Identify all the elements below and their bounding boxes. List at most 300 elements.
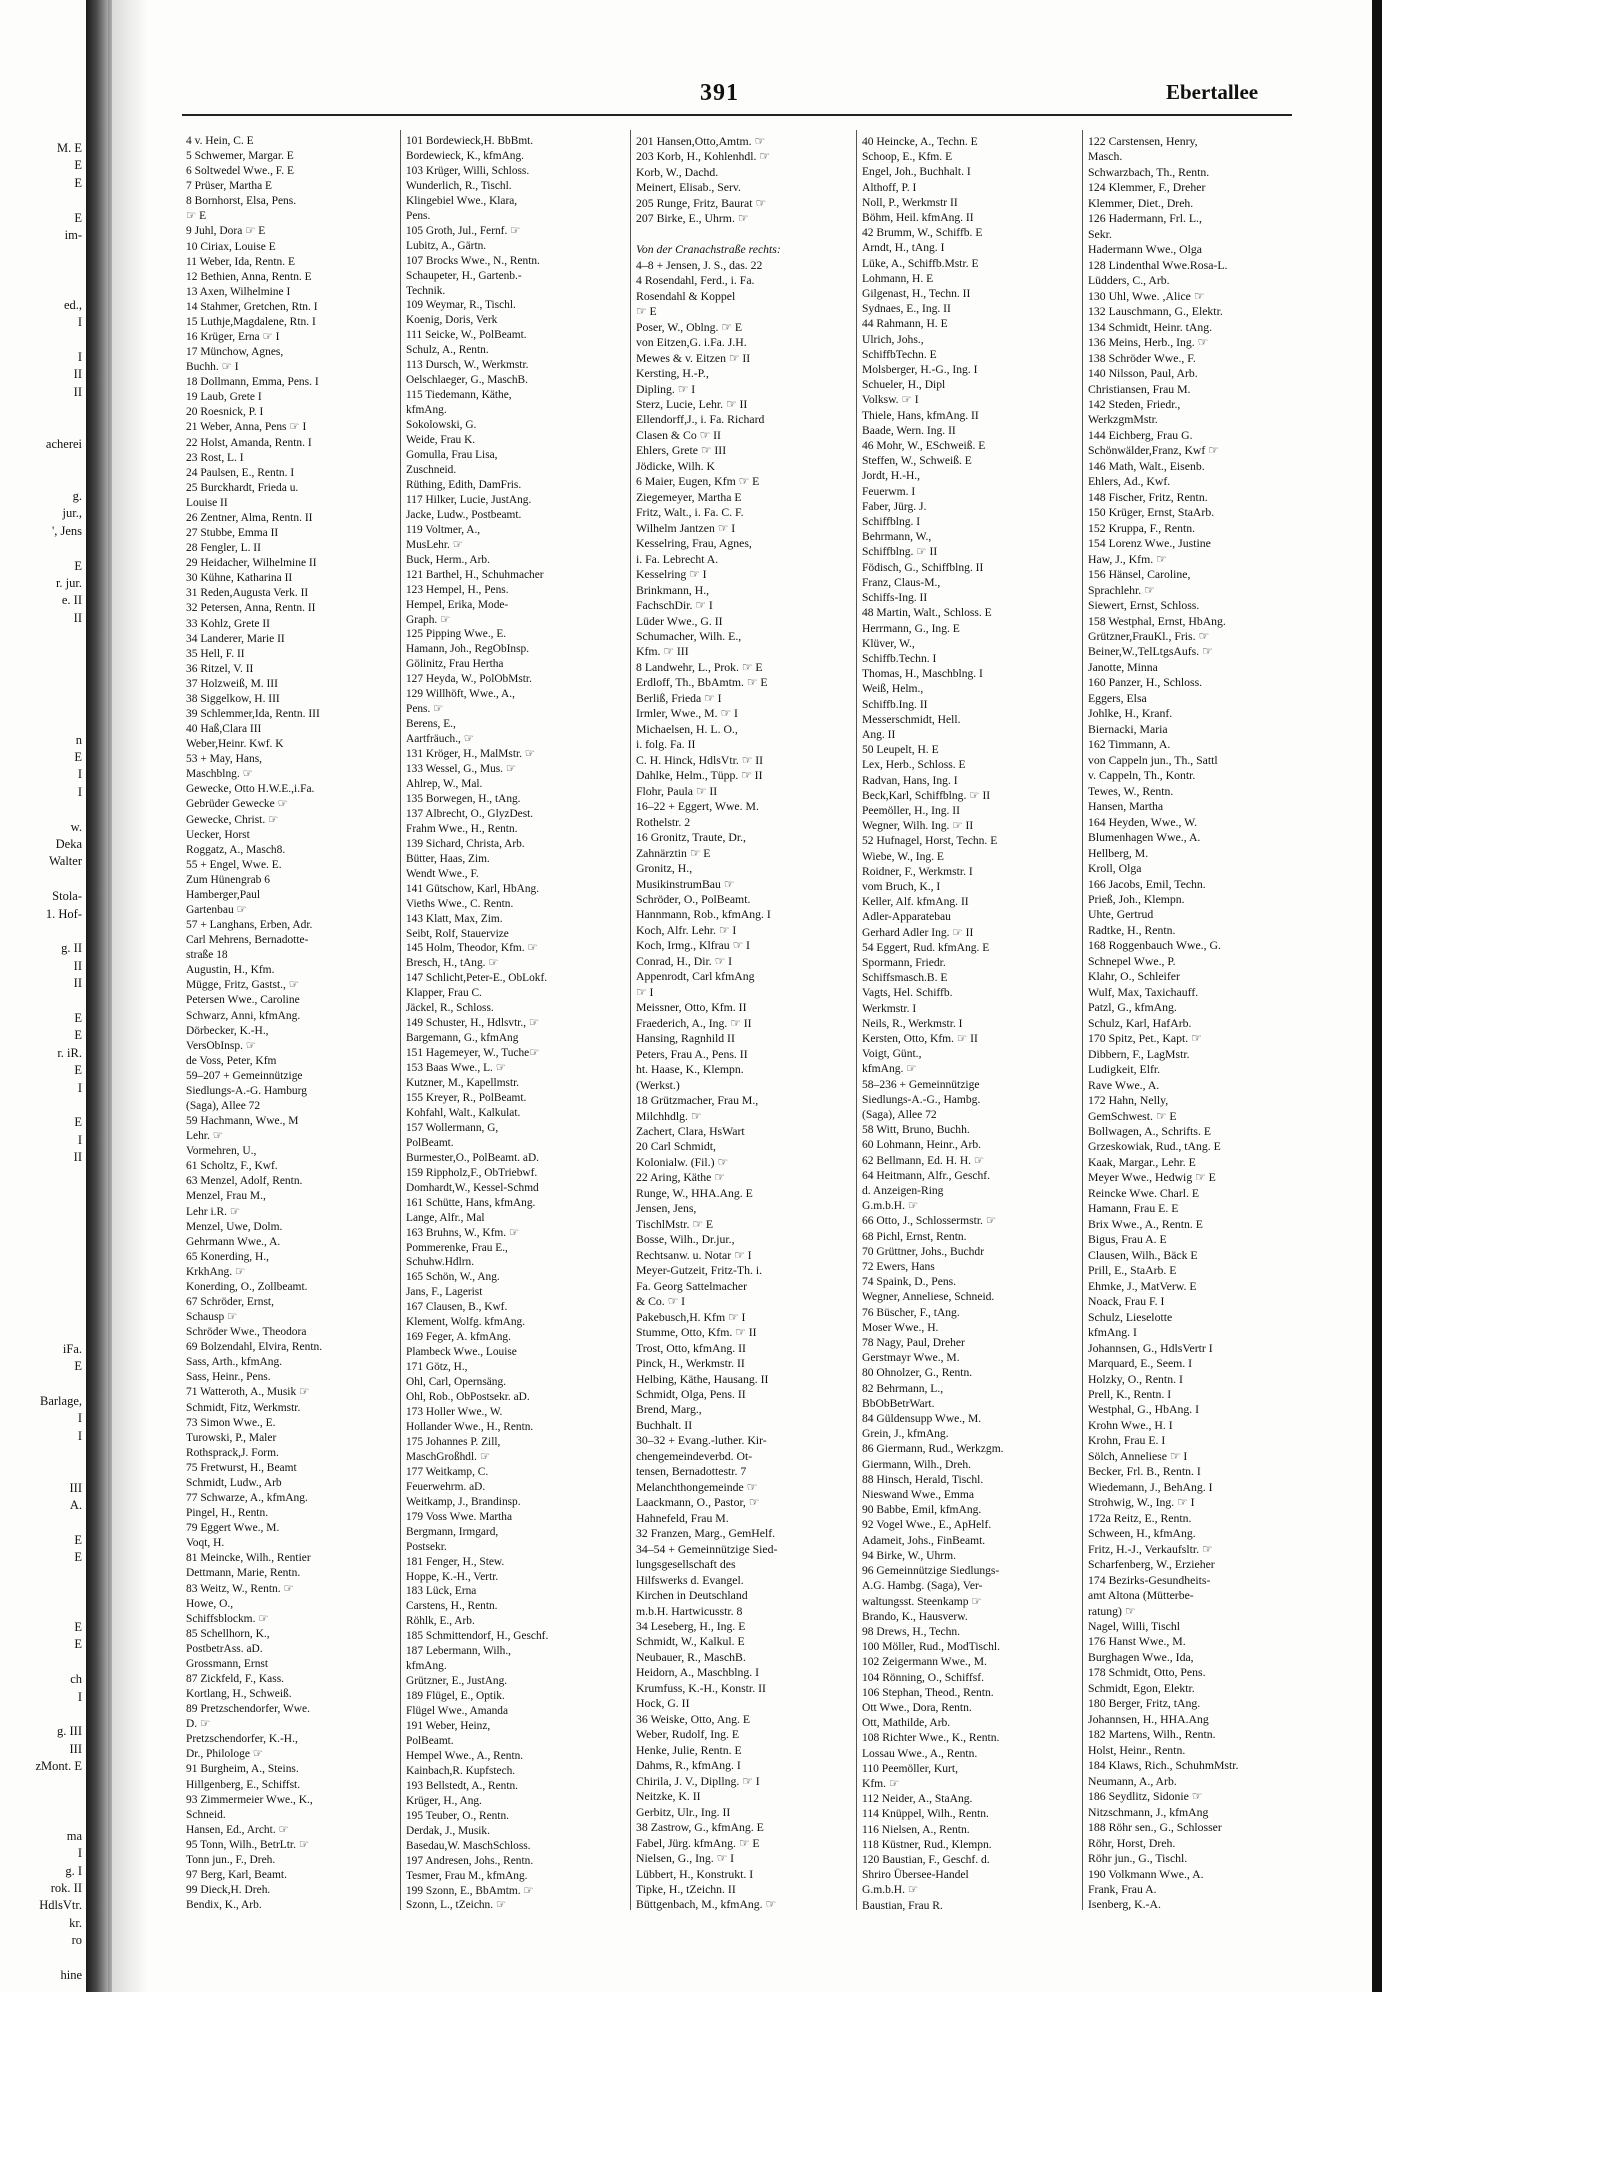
- directory-entry-line: Basedau,W. MaschSchloss.: [406, 1839, 531, 1852]
- directory-entry-line: 112 Neider, A., StaAng.: [862, 1792, 973, 1806]
- directory-entry-line: Krumfuss, K.-H., Konstr. II: [636, 1681, 766, 1695]
- directory-entry-line: 108 Richter Wwe., K., Rentn.: [862, 1731, 1000, 1745]
- directory-entry-line: Radtke, H., Rentn.: [1088, 923, 1176, 937]
- directory-entry-line: chengemeindeverbd. Ot-: [636, 1449, 753, 1463]
- directory-entry-line: kfmAng. I: [1088, 1326, 1137, 1340]
- previous-page-fragment: ', Jens: [51, 523, 82, 538]
- directory-entry-line: Adameit, Johs., FinBeamt.: [862, 1533, 986, 1547]
- directory-entry-line: 118 Küstner, Rud., Klempn.: [862, 1837, 992, 1851]
- directory-entry-line: Holzky, O., Rentn. I: [1088, 1372, 1183, 1386]
- directory-entry-line: 57 + Langhans, Erben, Adr.: [186, 919, 313, 932]
- directory-entry-line: 59–207 + Gemeinnützige: [186, 1069, 303, 1082]
- directory-entry-line: Kersting, H.-P.,: [636, 367, 709, 381]
- previous-page-fragment: I: [77, 1428, 82, 1443]
- directory-entry-line: 94 Birke, W., Uhrm.: [862, 1548, 956, 1562]
- directory-entry-line: Patzl, G., kfmAng.: [1088, 1001, 1177, 1015]
- directory-entry-line: straße 18: [186, 949, 228, 962]
- directory-entry-line: Koch, Alfr. Lehr. ☞ I: [636, 923, 737, 937]
- directory-entry-line: Schiffblng. I: [862, 515, 921, 529]
- directory-entry-line: 54 Eggert, Rud. kfmAng. E: [862, 940, 990, 954]
- directory-entry-line: Fritz, Walt., i. Fa. C. F.: [636, 506, 744, 520]
- previous-page-fragment: E: [74, 210, 82, 225]
- previous-page-fragment: I: [77, 767, 82, 782]
- directory-entry-line: 106 Stephan, Theod., Rentn.: [862, 1685, 994, 1699]
- previous-page-edge: [0, 140, 84, 1982]
- directory-entry-line: i. Fa. Lebrecht A.: [636, 552, 719, 566]
- directory-entry-line: 197 Andresen, Johs., Rentn.: [406, 1854, 534, 1867]
- directory-entry-line: Wiebe, W., Ing. E: [862, 849, 944, 863]
- previous-page-fragment: III: [69, 1480, 82, 1495]
- directory-entry-line: Kfm. ☞: [862, 1776, 900, 1790]
- header-rule: [182, 114, 1292, 116]
- directory-entry-line: 116 Nielsen, A., Rentn.: [862, 1822, 970, 1836]
- directory-entry-line: Dörbecker, K.-H.,: [186, 1024, 269, 1037]
- directory-entry-line: Prell, K., Rentn. I: [1088, 1387, 1172, 1401]
- directory-entry-line: Runge, W., HHA.Ang. E: [636, 1186, 753, 1200]
- directory-entry-line: Blumenhagen Wwe., A.: [1088, 831, 1201, 845]
- directory-entry-line: Holst, Heinr., Rentn.: [1088, 1743, 1186, 1757]
- previous-page-fragment: II: [73, 384, 82, 399]
- directory-entry-line: 65 Konerding, H.,: [186, 1250, 270, 1263]
- directory-entry-line: Tesmer, Frau M., kfmAng.: [406, 1869, 528, 1882]
- directory-entry-line: 139 Sichard, Christa, Arb.: [406, 837, 525, 850]
- directory-entry-line: TischlMstr. ☞ E: [636, 1217, 714, 1231]
- directory-entry-line: Johannsen, H., HHA.Ang: [1088, 1712, 1209, 1726]
- directory-entry-line: Johlke, H., Kranf.: [1088, 707, 1173, 721]
- directory-entry-line: 21 Weber, Anna, Pens ☞ I: [186, 421, 307, 434]
- previous-page-fragment: II: [73, 976, 82, 991]
- directory-entry-line: Bordewieck, K., kfmAng.: [406, 149, 524, 162]
- previous-page-fragment: E: [74, 1063, 82, 1078]
- previous-page-fragment: ma: [66, 1828, 82, 1843]
- directory-entry-line: Ohl, Rob., ObPostsekr. aD.: [406, 1391, 530, 1404]
- directory-entry-line: Meinert, Elisab., Serv.: [636, 181, 741, 195]
- previous-page-fragment: w.: [70, 819, 82, 834]
- directory-entry-line: 17 Münchow, Agnes,: [186, 346, 284, 359]
- directory-entry-line: Radvan, Hans, Ing. I: [862, 773, 958, 787]
- directory-entry-line: Ott Wwe., Dora, Rentn.: [862, 1700, 972, 1714]
- directory-entry-line: Dettmann, Marie, Rentn.: [186, 1567, 301, 1580]
- directory-entry-line: [636, 227, 854, 242]
- directory-entry-line: Schiffs-Ing. II: [862, 591, 928, 605]
- directory-entry-line: 20 Carl Schmidt,: [636, 1140, 716, 1154]
- directory-entry-line: 24 Paulsen, E., Rentn. I: [186, 466, 295, 479]
- directory-entry-line: Augustin, H., Kfm.: [186, 964, 275, 977]
- directory-entry-line: 137 Albrecht, O., GlyzDest.: [406, 807, 534, 820]
- directory-entry-line: 84 Güldensupp Wwe., M.: [862, 1412, 982, 1426]
- directory-entry-line: Lehr i.R. ☞: [186, 1205, 241, 1218]
- directory-entry-line: Faber, Jürg. J.: [862, 499, 927, 513]
- directory-entry-line: Pingel, H., Rentn.: [186, 1507, 269, 1520]
- directory-entry-line: 152 Kruppa, F., Rentn.: [1088, 521, 1196, 535]
- previous-page-fragment: jur.,: [62, 506, 82, 521]
- directory-entry-line: 186 Seydlitz, Sidonie ☞: [1088, 1790, 1203, 1804]
- directory-entry-line: 4–8 + Jensen, J. S., das. 22: [636, 258, 763, 272]
- directory-entry-line: Zum Hünengrab 6: [186, 873, 270, 886]
- directory-entry-line: 183 Lück, Erna: [406, 1585, 477, 1598]
- directory-entry-line: Lohmann, H. E: [862, 271, 934, 285]
- directory-entry-line: 182 Martens, Wilh., Rentn.: [1088, 1728, 1216, 1742]
- previous-page-fragment: II: [73, 367, 82, 382]
- directory-entry-line: 172a Reitz, E., Rentn.: [1088, 1511, 1192, 1525]
- directory-entry-line: waltungsst. Steenkamp ☞: [862, 1594, 982, 1608]
- directory-entry-line: Vormehren, U.,: [186, 1145, 257, 1158]
- directory-entry-line: 68 Pichl, Ernst, Rentn.: [862, 1229, 967, 1243]
- directory-entry-line: 172 Hahn, Nelly,: [1088, 1094, 1169, 1108]
- directory-entry-line: Sass, Heinr., Pens.: [186, 1371, 271, 1384]
- previous-page-fragment: I: [77, 1132, 82, 1147]
- directory-entry-line: Domhardt,W., Kessel-Schmd: [406, 1181, 539, 1194]
- previous-page-fragment: A.: [69, 1498, 82, 1513]
- directory-entry-line: 81 Meincke, Wilh., Rentier: [186, 1552, 311, 1565]
- directory-entry-line: Klapper, Frau C.: [406, 987, 482, 1000]
- directory-entry-line: 92 Vogel Wwe., E., ApHelf.: [862, 1518, 992, 1532]
- directory-entry-line: 50 Leupelt, H. E: [862, 743, 939, 757]
- directory-entry-line: Sass, Arth., kfmAng.: [186, 1356, 283, 1369]
- directory-entry-line: 98 Drews, H., Techn.: [862, 1624, 961, 1638]
- previous-page-fragment: E: [74, 158, 82, 173]
- directory-entry-line: 205 Runge, Fritz, Baurat ☞: [636, 196, 766, 210]
- directory-entry-line: Louise II: [186, 496, 228, 509]
- directory-entry-line: Flohr, Paula ☞ II: [636, 784, 718, 798]
- previous-page-fragment: I: [77, 1846, 82, 1861]
- directory-entry-line: 70 Grüttner, Johs., Buchdr: [862, 1244, 985, 1258]
- directory-entry-line: 143 Klatt, Max, Zim.: [406, 912, 503, 925]
- directory-entry-line: 162 Timmann, A.: [1088, 738, 1171, 752]
- column-divider: [630, 130, 631, 1910]
- directory-entry-line: Lüke, A., Schiffb.Mstr. E: [862, 256, 979, 270]
- directory-entry-line: Steffen, W., Schweiß. E: [862, 454, 972, 468]
- previous-page-fragment: g. II: [61, 941, 82, 956]
- directory-entry-line: Siedlungs-A.-G., Hambg.: [862, 1092, 981, 1106]
- directory-entry-line: C. H. Hinck, HdlsVtr. ☞ II: [636, 753, 764, 767]
- directory-entry-line: Ziegemeyer, Martha E: [636, 490, 742, 504]
- directory-entry-line: Sokolowski, G.: [406, 419, 477, 432]
- directory-entry-line: 120 Baustian, F., Geschf. d.: [862, 1852, 990, 1866]
- directory-entry-line: 89 Pretzschendorfer, Wwe.: [186, 1703, 310, 1716]
- directory-entry-line: 69 Bolzendahl, Elvira, Rentn.: [186, 1341, 323, 1354]
- directory-entry-line: ratung) ☞: [1088, 1604, 1136, 1618]
- directory-entry-line: 48 Martin, Walt., Schloss. E: [862, 606, 992, 620]
- directory-entry-line: 52 Hufnagel, Horst, Techn. E: [862, 834, 998, 848]
- directory-entry-line: 66 Otto, J., Schlossermstr. ☞: [862, 1214, 997, 1228]
- directory-entry-line: 20 Roesnick, P. I: [186, 406, 264, 419]
- directory-entry-line: Milchhdlg. ☞: [636, 1109, 702, 1123]
- directory-entry-line: 168 Roggenbauch Wwe., G.: [1088, 939, 1221, 953]
- directory-entry-line: 149 Schuster, H., Hdlsvtr., ☞: [406, 1017, 540, 1030]
- previous-page-fragment: iFa.: [62, 1341, 82, 1356]
- directory-entry-line: 63 Menzel, Adolf, Rentn.: [186, 1175, 303, 1188]
- previous-page-fragment: r. iR.: [57, 1045, 82, 1060]
- directory-entry-line: 199 Szonn, E., BbAmtm. ☞: [406, 1884, 534, 1897]
- previous-page-fragment: E: [74, 1115, 82, 1130]
- directory-entry-line: Janotte, Minna: [1088, 660, 1158, 674]
- directory-entry-line: Kaak, Margar., Lehr. E: [1088, 1155, 1196, 1169]
- directory-entry-line: 82 Behrmann, L.,: [862, 1381, 944, 1395]
- directory-entry-line: 175 Johannes P. Zill,: [406, 1435, 501, 1448]
- previous-page-fragment: 1. Hof-: [45, 906, 82, 921]
- directory-entry-line: kfmAng.: [406, 404, 447, 417]
- directory-entry-line: Meyer Wwe., Hedwig ☞ E: [1088, 1171, 1216, 1185]
- directory-entry-line: Nieswand Wwe., Emma: [862, 1488, 975, 1502]
- directory-entry-line: Kesselring ☞ I: [636, 568, 707, 582]
- directory-entry-line: Berliß, Frieda ☞ I: [636, 691, 722, 705]
- directory-entry-line: 34 Landerer, Marie II: [186, 632, 285, 645]
- directory-entry-line: Nagel, Willi, Tischl: [1088, 1620, 1181, 1633]
- gutter-shadow: [108, 0, 148, 1992]
- previous-page-fragment: E: [74, 1620, 82, 1634]
- directory-entry-line: Johannsen, G., HdlsVertr I: [1088, 1341, 1213, 1355]
- directory-entry-line: 178 Schmidt, Otto, Pens.: [1088, 1666, 1206, 1680]
- directory-entry-line: Lüdders, C., Arb.: [1088, 274, 1170, 288]
- directory-entry-line: Weiß, Helm.,: [862, 682, 924, 696]
- directory-entry-line: 9 Juhl, Dora ☞ E: [186, 225, 266, 238]
- directory-entry-line: Schmidt, W., Kalkul. E: [636, 1635, 745, 1649]
- directory-entry-line: 171 Götz, H.,: [406, 1361, 468, 1374]
- previous-page-fragment: Deka: [55, 837, 82, 851]
- directory-entry-line: Schulz, Lieselotte: [1088, 1310, 1173, 1324]
- directory-entry-line: Spormann, Friedr.: [862, 955, 946, 969]
- directory-entry-line: Werkmstr. I: [862, 1001, 917, 1015]
- column-divider: [400, 130, 401, 1910]
- directory-entry-line: MaschGroßhdl. ☞: [406, 1450, 491, 1463]
- directory-entry-line: 177 Weitkamp, C.: [406, 1465, 489, 1478]
- directory-entry-line: Lex, Herb., Schloss. E: [862, 758, 966, 772]
- directory-entry-line: Röhr, Horst, Dreh.: [1088, 1836, 1176, 1850]
- directory-entry-line: kfmAng. ☞: [862, 1062, 917, 1076]
- directory-entry-line: Födisch, G., Schiffblng. II: [862, 560, 984, 574]
- previous-page-fragment: kr.: [69, 1915, 82, 1930]
- directory-entry-line: Hadermann Wwe., Olga: [1088, 243, 1202, 257]
- directory-entry-line: Kutzner, M., Kapellmstr.: [406, 1077, 520, 1090]
- directory-entry-line: PolBeamt.: [406, 1734, 454, 1747]
- directory-entry-line: Uecker, Horst: [186, 828, 250, 841]
- directory-entry-line: 77 Schwarze, A., kfmAng.: [186, 1492, 308, 1505]
- directory-entry-line: Lubitz, A., Gärtn.: [406, 239, 487, 252]
- directory-entry-line: PolBeamt.: [406, 1136, 454, 1149]
- directory-entry-line: Behrmann, W.,: [862, 530, 932, 544]
- directory-entry-line: Zuschneid.: [406, 463, 457, 476]
- directory-entry-line: Jans, F., Lagerist: [406, 1286, 483, 1299]
- directory-entry-line: Clausen, Wilh., Bäck E: [1088, 1248, 1198, 1262]
- directory-entry-line: Hempel, Erika, Mode-: [406, 598, 509, 611]
- directory-entry-line: Schausp ☞: [186, 1311, 238, 1324]
- previous-page-fragment: E: [74, 1637, 82, 1652]
- directory-entry-line: 40 Haß,Clara III: [186, 723, 262, 736]
- directory-entry-line: Neubauer, R., MaschB.: [636, 1650, 746, 1664]
- directory-entry-line: Schween, H., kfmAng.: [1088, 1527, 1196, 1541]
- directory-entry-line: Gerbitz, Ulr., Ing. II: [636, 1805, 731, 1819]
- directory-entry-line: Ellendorff,J., i. Fa. Richard: [636, 413, 765, 427]
- previous-page-fragment: E: [74, 750, 82, 764]
- directory-entry-line: 40 Heincke, A., Techn. E: [862, 135, 978, 148]
- directory-entry-line: Bergmann, Irmgard,: [406, 1525, 499, 1538]
- directory-entry-line: 161 Schütte, Hans, kfmAng.: [406, 1196, 536, 1209]
- directory-entry-line: 180 Berger, Fritz, tAng.: [1088, 1697, 1201, 1711]
- directory-entry-line: 32 Franzen, Marg., GemHelf.: [636, 1527, 776, 1541]
- directory-entry-line: vom Bruch, K., I: [862, 879, 941, 893]
- directory-entry-line: Hamann, Joh., RegObInsp.: [406, 643, 530, 656]
- directory-entry-line: 22 Aring, Käthe ☞: [636, 1171, 725, 1185]
- directory-entry-line: 37 Holzweiß, M. III: [186, 677, 278, 690]
- directory-entry-line: 115 Tiedemann, Käthe,: [406, 389, 512, 402]
- directory-entry-line: Schumacher, Wilh. E.,: [636, 630, 742, 643]
- directory-entry-line: Schulz, Karl, HafArb.: [1088, 1016, 1192, 1030]
- directory-entry-line: 190 Volkmann Wwe., A.: [1088, 1867, 1204, 1881]
- directory-entry-line: 121 Barthel, H., Schuhmacher: [406, 568, 544, 581]
- directory-entry-line: Dahms, R., kfmAng. I: [636, 1759, 741, 1773]
- directory-entry-line: Strohwig, W., Ing. ☞ I: [1088, 1496, 1195, 1510]
- directory-entry-line: 4 v. Hein, C. E: [186, 135, 254, 147]
- directory-entry-line: Haw, J., Kfm. ☞: [1088, 552, 1167, 566]
- directory-entry-line: Schulz, A., Rentn.: [406, 344, 489, 357]
- directory-entry-line: 154 Lorenz Wwe., Justine: [1088, 537, 1211, 551]
- directory-entry-line: Bresch, H., tAng. ☞: [406, 957, 499, 970]
- directory-entry-line: Szonn, L., tZeichn. ☞: [406, 1899, 507, 1912]
- directory-entry-line: Grützner, E., JustAng.: [406, 1675, 508, 1688]
- directory-entry-line: Siedlungs-A.-G. Hamburg: [186, 1084, 307, 1097]
- directory-entry-line: ht. Haase, K., Klempn.: [636, 1063, 744, 1077]
- directory-entry-line: Wendt Wwe., F.: [406, 867, 479, 880]
- previous-page-fragment: n: [75, 732, 82, 747]
- directory-entry-line: BbObBetrWart.: [862, 1396, 935, 1410]
- directory-entry-line: Wilhelm Jantzen ☞ I: [636, 521, 736, 535]
- previous-page-fragment: E: [74, 1550, 82, 1565]
- directory-entry-line: Marquard, E., Seem. I: [1088, 1357, 1193, 1371]
- directory-entry-line: Krohn Wwe., H. I: [1088, 1418, 1173, 1432]
- directory-entry-line: 102 Zeigermann Wwe., M.: [862, 1655, 987, 1669]
- directory-entry-line: Weber,Heinr. Kwf. K: [186, 738, 284, 751]
- directory-entry-line: Schmidt, Egon, Elektr.: [1088, 1681, 1195, 1695]
- directory-entry-line: 201 Hansen,Otto,Amtm. ☞: [636, 135, 766, 148]
- directory-entry-line: 10 Ciriax, Louise E: [186, 240, 276, 253]
- directory-entry-line: 174 Bezirks-Gesundheits-: [1088, 1573, 1211, 1587]
- directory-entry-line: Röhr jun., G., Tischl.: [1088, 1852, 1188, 1866]
- directory-entry-line: Melanchthongemeinde ☞: [636, 1480, 758, 1494]
- directory-entry-line: 14 Stahmer, Gretchen, Rtn. I: [186, 300, 318, 313]
- directory-entry-line: Heidorn, A., Maschblng. I: [636, 1666, 760, 1680]
- directory-entry-line: Hock, G. II: [636, 1697, 690, 1711]
- directory-entry-line: Konerding, O., Zollbeamt.: [186, 1280, 308, 1293]
- directory-entry-line: Pens.: [406, 209, 431, 222]
- directory-entry-line: 101 Bordewieck,H. BbBmt.: [406, 135, 534, 147]
- directory-entry-line: Wegner, Anneliese, Schneid.: [862, 1290, 995, 1304]
- directory-entry-line: Messerschmidt, Hell.: [862, 712, 961, 726]
- directory-entry-line: 117 Hilker, Lucie, JustAng.: [406, 493, 532, 506]
- directory-entry-line: 46 Mohr, W., ESchweiß. E: [862, 439, 986, 453]
- directory-entry-line: Peemöller, H., Ing. II: [862, 803, 960, 817]
- column-divider: [856, 130, 857, 1910]
- directory-entry-line: Schwarzbach, Th., Rentn.: [1088, 165, 1210, 179]
- directory-entry-line: 87 Zickfeld, F., Kass.: [186, 1672, 285, 1685]
- directory-entry-line: Christiansen, Frau M.: [1088, 382, 1191, 396]
- directory-entry-line: Mügge, Fritz, Gastst., ☞: [186, 979, 300, 992]
- directory-entry-line: 22 Holst, Amanda, Rentn. I: [186, 436, 312, 449]
- directory-entry-line: GemSchwest. ☞ E: [1088, 1109, 1177, 1123]
- directory-entry-line: Kersten, Otto, Kfm. ☞ II: [862, 1031, 978, 1045]
- directory-entry-line: 207 Birke, E., Uhrm. ☞: [636, 212, 749, 226]
- directory-entry-line: 16–22 + Eggert, Wwe. M.: [636, 800, 759, 814]
- directory-entry-line: Nitzschmann, J., kfmAng: [1088, 1805, 1209, 1819]
- directory-entry-line: d. Anzeigen-Ring: [862, 1184, 944, 1198]
- directory-entry-line: Postsekr.: [406, 1540, 447, 1553]
- directory-entry-line: Hoppe, K.-H., Vertr.: [406, 1570, 499, 1583]
- directory-entry-line: 7 Prüser, Martha E: [186, 180, 273, 193]
- directory-entry-line: 42 Brumm, W., Schiffb. E: [862, 226, 983, 240]
- directory-entry-line: Tipke, H., tZeichn. II: [636, 1882, 736, 1896]
- directory-entry-line: Herrmann, G., Ing. E: [862, 621, 960, 635]
- directory-entry-line: 173 Holler Wwe., W.: [406, 1406, 503, 1419]
- directory-entry-line: Jäckel, R., Schloss.: [406, 1002, 494, 1015]
- directory-entry-line: Nielsen, G., Ing. ☞ I: [636, 1852, 734, 1866]
- directory-entry-line: Rosendahl & Koppel: [636, 289, 736, 303]
- previous-page-fragment: ro: [71, 1933, 82, 1948]
- directory-entry-line: Pommerenke, Frau E.,: [406, 1241, 508, 1254]
- previous-page-fragment: g.: [72, 489, 82, 503]
- previous-page-fragment: I: [77, 349, 82, 364]
- previous-page-fragment: e. II: [61, 593, 82, 608]
- directory-entry-line: Hansen, Martha: [1088, 800, 1164, 814]
- directory-column-1: [186, 134, 396, 1914]
- directory-entry-line: Frank, Frau A.: [1088, 1882, 1157, 1896]
- directory-entry-line: 19 Laub, Grete I: [186, 391, 262, 404]
- directory-entry-line: 138 Schröder Wwe., F.: [1088, 351, 1196, 365]
- directory-entry-line: 140 Nilsson, Paul, Arb.: [1088, 367, 1198, 381]
- directory-entry-line: Tewes, W., Rentn.: [1088, 784, 1174, 798]
- directory-entry-line: 15 Luthje,Magdalene, Rtn. I: [186, 315, 316, 328]
- directory-entry-line: Kainbach,R. Kupfstech.: [406, 1764, 516, 1777]
- directory-entry-line: Weide, Frau K.: [406, 434, 476, 447]
- directory-entry-line: 189 Flügel, E., Optik.: [406, 1690, 505, 1703]
- directory-entry-line: Kfm. ☞ III: [636, 645, 689, 659]
- directory-entry-line: 58 Witt, Bruno, Buchh.: [862, 1123, 970, 1137]
- directory-entry-line: SchiffbTechn. E: [862, 347, 937, 361]
- directory-entry-line: 67 Schröder, Ernst,: [186, 1296, 274, 1309]
- directory-entry-line: Zahnärztin ☞ E: [636, 846, 711, 860]
- directory-entry-line: 187 Lebermann, Wilh.,: [406, 1645, 512, 1658]
- directory-entry-line: 88 Hinsch, Herald, Tischl.: [862, 1472, 984, 1486]
- previous-page-fragment: Walter: [48, 854, 82, 869]
- directory-entry-line: Brend, Marg.,: [636, 1403, 702, 1417]
- directory-entry-line: 166 Jacobs, Emil, Techn.: [1088, 877, 1206, 891]
- directory-entry-line: 188 Röhr sen., G., Schlosser: [1088, 1821, 1222, 1835]
- previous-page-fragment: II: [73, 958, 82, 973]
- directory-entry-line: 184 Klaws, Rich., SchuhmMstr.: [1088, 1759, 1239, 1773]
- directory-entry-line: 34–54 + Gemeinnützige Sied-: [636, 1542, 778, 1556]
- page-number: 391: [700, 80, 739, 106]
- directory-entry-line: Scharfenberg, W., Erzieher: [1088, 1558, 1215, 1572]
- directory-entry-line: 25 Burckhardt, Frieda u.: [186, 481, 299, 494]
- directory-entry-line: Koch, Irmg., Klfrau ☞ I: [636, 939, 750, 953]
- directory-entry-line: tensen, Bernadottestr. 7: [636, 1465, 747, 1479]
- directory-entry-line: Plambeck Wwe., Louise: [406, 1346, 517, 1359]
- directory-entry-line: MusikinstrumBau ☞: [636, 877, 735, 891]
- directory-entry-line: 32 Petersen, Anna, Rentn. II: [186, 602, 316, 615]
- previous-page-fragment: II: [73, 610, 82, 625]
- directory-entry-line: Hamberger,Paul: [186, 888, 261, 901]
- previous-page-fragment: im-: [64, 228, 82, 242]
- directory-entry-line: Klingebiel Wwe., Klara,: [406, 194, 518, 207]
- directory-entry-line: Schiffsmasch.B. E: [862, 971, 948, 985]
- directory-entry-line: Schneid.: [186, 1808, 226, 1821]
- directory-entry-line: Burghagen Wwe., Ida,: [1088, 1650, 1194, 1664]
- directory-entry-line: 30 Kühne, Katharina II: [186, 572, 293, 585]
- previous-page-fragment: E: [74, 1028, 82, 1043]
- directory-entry-line: Jordt, H.-H.,: [862, 469, 921, 483]
- previous-page-fragment: E: [74, 558, 82, 573]
- directory-entry-line: Gewecke, Otto H.W.E.,i.Fa.: [186, 783, 315, 796]
- directory-entry-line: 127 Heyda, W., PolObMstr.: [406, 673, 532, 686]
